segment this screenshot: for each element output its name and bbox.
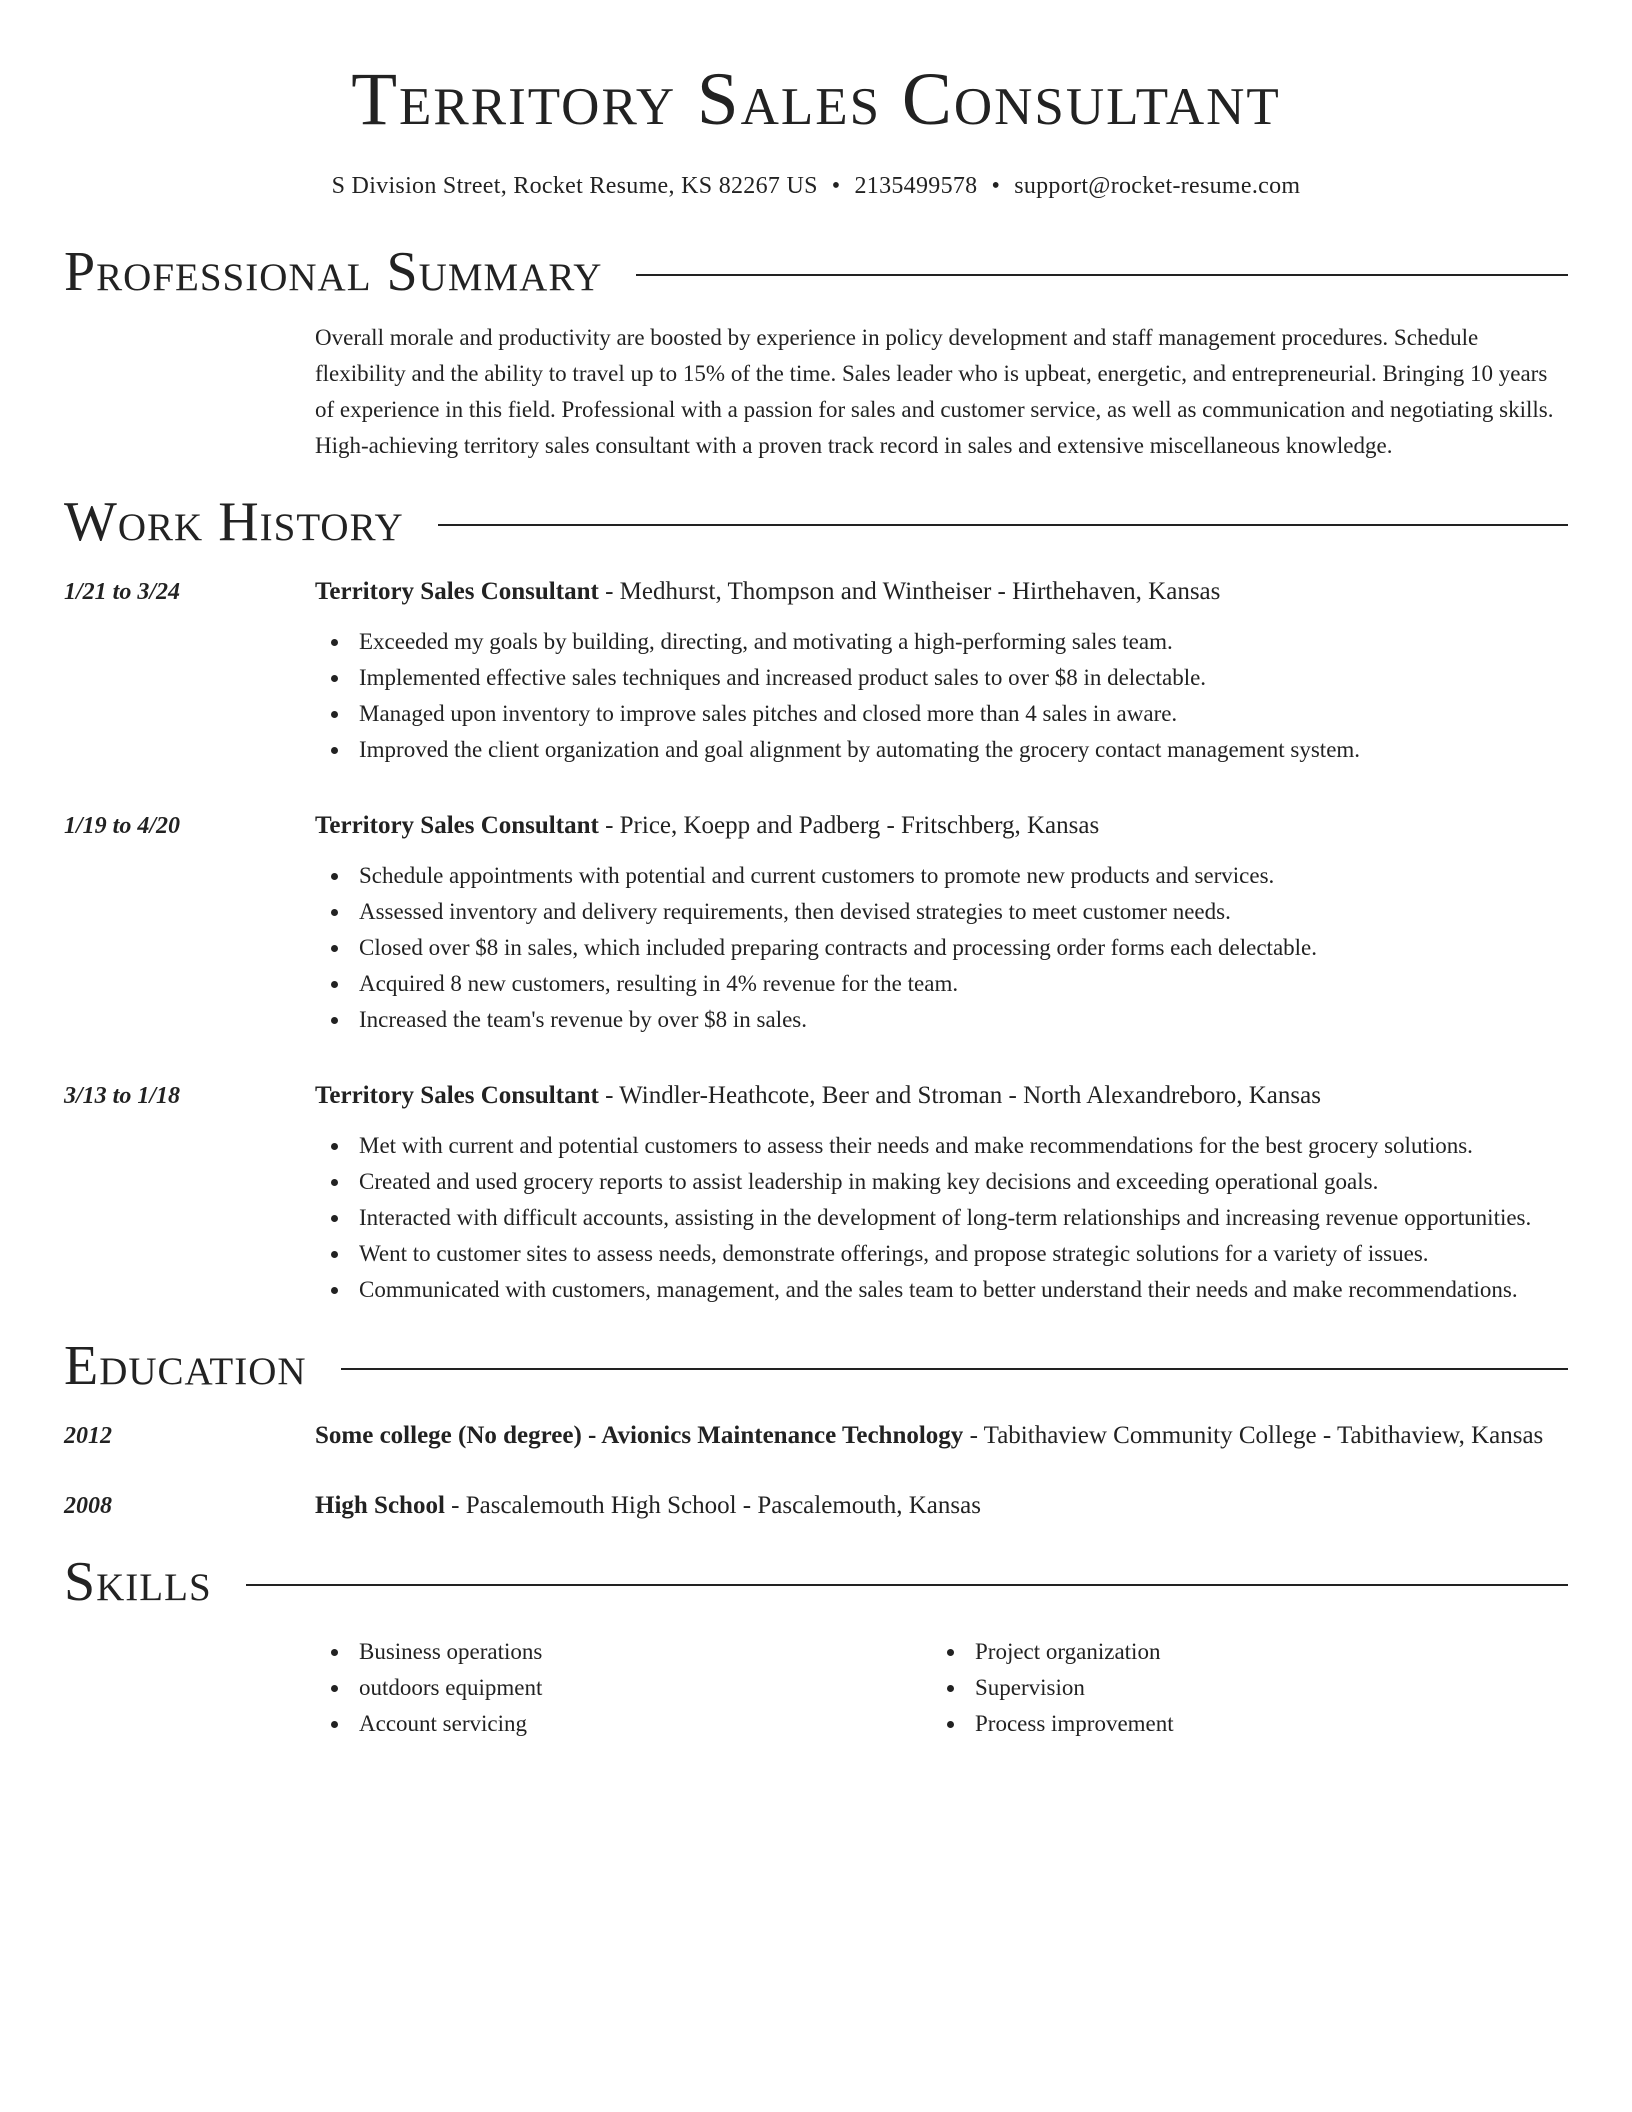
contact-line xyxy=(64,173,1568,200)
job-bullet: Improved the client organization and goal alignment by automating the grocery contact management system. xyxy=(315,732,1568,768)
job-body xyxy=(315,806,1568,1038)
candidate-title: Territory Sales Consultant xyxy=(351,58,1281,141)
job-entry xyxy=(64,806,1568,1038)
job-entry xyxy=(64,1076,1568,1308)
contact-phone: 2135499578 xyxy=(854,173,978,199)
job-bullet: Acquired 8 new customers, resulting in 4% revenue for the team. xyxy=(315,966,1568,1002)
skill-item: Supervision xyxy=(931,1670,1547,1706)
skill-item: Business operations xyxy=(315,1634,931,1670)
education-degree: High School xyxy=(315,1492,445,1519)
contact-separator: • xyxy=(991,173,1001,199)
education-year: 2012 xyxy=(64,1423,112,1449)
job-bullet: Closed over $8 in sales, which included preparing contracts and processing order forms each delectable. xyxy=(315,930,1568,966)
section-title-work: Work History xyxy=(64,491,404,553)
education-heading xyxy=(315,1416,1568,1456)
job-bullets xyxy=(315,624,1568,768)
job-heading xyxy=(315,572,1568,612)
skill-item: Account servicing xyxy=(315,1706,931,1742)
contact-email: support@rocket-resume.com xyxy=(1014,173,1301,199)
education-body xyxy=(315,1416,1568,1456)
section-divider xyxy=(636,274,1568,276)
education-school: - Tabithaview Community College - Tabithaview, Kansas xyxy=(963,1422,1544,1449)
skills-column-left xyxy=(315,1634,931,1742)
job-bullet: Increased the team's revenue by over $8 in sales. xyxy=(315,1002,1568,1038)
job-bullet: Exceeded my goals by building, directing, and motivating a high-performing sales team. xyxy=(315,624,1568,660)
section-title-skills: Skills xyxy=(64,1551,212,1613)
job-employer: - Medhurst, Thompson and Wintheiser - Hirthehaven, Kansas xyxy=(598,578,1221,605)
section-header-education xyxy=(64,1335,1568,1397)
job-bullet: Created and used grocery reports to assist leadership in making key decisions and exceeding operational goals. xyxy=(315,1164,1568,1200)
job-bullet: Communicated with customers, management, and the sales team to better understand their needs and make recommendations. xyxy=(315,1272,1568,1308)
job-bullet: Went to customer sites to assess needs, demonstrate offerings, and propose strategic solutions for a variety of issues. xyxy=(315,1236,1568,1272)
job-dates: 1/19 to 4/20 xyxy=(64,813,181,839)
job-row xyxy=(64,1076,1568,1308)
work-history-list xyxy=(64,572,1568,1308)
job-dates: 3/13 to 1/18 xyxy=(64,1083,181,1109)
job-body xyxy=(315,1076,1568,1308)
education-entry xyxy=(64,1416,1568,1456)
job-row xyxy=(64,806,1568,1038)
section-title-education: Education xyxy=(64,1335,307,1397)
job-body xyxy=(315,572,1568,768)
education-row xyxy=(64,1486,1568,1526)
education-school: - Pascalemouth High School - Pascalemouth, Kansas xyxy=(444,1492,981,1519)
education-entry xyxy=(64,1486,1568,1526)
contact-address: S Division Street, Rocket Resume, KS 82267 US xyxy=(331,173,818,199)
job-employer: - Windler-Heathcote, Beer and Stroman - North Alexandreboro, Kansas xyxy=(598,1082,1321,1109)
job-bullets xyxy=(315,1128,1568,1308)
job-row xyxy=(64,572,1568,768)
job-title: Territory Sales Consultant xyxy=(315,812,599,839)
summary-text: Overall morale and productivity are boosted by experience in policy development and staff management procedures. Schedule flexibility and the ability to travel up to 15% of the time. Sales leader who is upbeat, energetic, and entrepreneurial. Bringing 10 years of experience in this field. Professional with a passion for sales and customer service, as well as communication and negotiating skills. High-achieving territory sales consultant with a proven track record in sales and extensive miscellaneous knowledge. xyxy=(315,325,1554,458)
section-divider xyxy=(438,524,1568,526)
contact-separator: • xyxy=(831,173,841,199)
job-bullet: Managed upon inventory to improve sales pitches and closed more than 4 sales in aware. xyxy=(315,696,1568,732)
section-header-work xyxy=(64,491,1568,553)
section-divider xyxy=(341,1368,1568,1370)
job-title: Territory Sales Consultant xyxy=(315,1082,599,1109)
job-entry xyxy=(64,572,1568,768)
skill-item: outdoors equipment xyxy=(315,1670,931,1706)
education-year: 2008 xyxy=(64,1493,112,1519)
job-bullet: Met with current and potential customers to assess their needs and make recommendations for the best grocery solutions. xyxy=(315,1128,1568,1164)
section-title-summary: Professional Summary xyxy=(64,241,603,303)
education-degree: Some college (No degree) - Avionics Maintenance Technology xyxy=(315,1422,964,1449)
education-body xyxy=(315,1486,1568,1526)
job-heading xyxy=(315,806,1568,846)
section-header-skills xyxy=(64,1551,1568,1613)
skills-columns xyxy=(315,1634,1568,1742)
job-bullets xyxy=(315,858,1568,1038)
skill-item: Process improvement xyxy=(931,1706,1547,1742)
job-bullet: Implemented effective sales techniques and increased product sales to over $8 in delectable. xyxy=(315,660,1568,696)
job-bullet: Assessed inventory and delivery requirements, then devised strategies to meet customer needs. xyxy=(315,894,1568,930)
job-bullet: Interacted with difficult accounts, assisting in the development of long-term relationships and increasing revenue opportunities. xyxy=(315,1200,1568,1236)
section-header-summary xyxy=(64,241,1568,303)
section-divider xyxy=(246,1584,1568,1586)
job-title: Territory Sales Consultant xyxy=(315,578,599,605)
education-row xyxy=(64,1416,1568,1456)
job-heading xyxy=(315,1076,1568,1116)
education-heading xyxy=(315,1486,1568,1526)
job-dates: 1/21 to 3/24 xyxy=(64,579,181,605)
job-employer: - Price, Koepp and Padberg - Fritschberg, Kansas xyxy=(598,812,1100,839)
skill-item: Project organization xyxy=(931,1634,1547,1670)
skills-column-right xyxy=(931,1634,1547,1742)
education-list xyxy=(64,1416,1568,1526)
job-bullet: Schedule appointments with potential and current customers to promote new products and services. xyxy=(315,858,1568,894)
